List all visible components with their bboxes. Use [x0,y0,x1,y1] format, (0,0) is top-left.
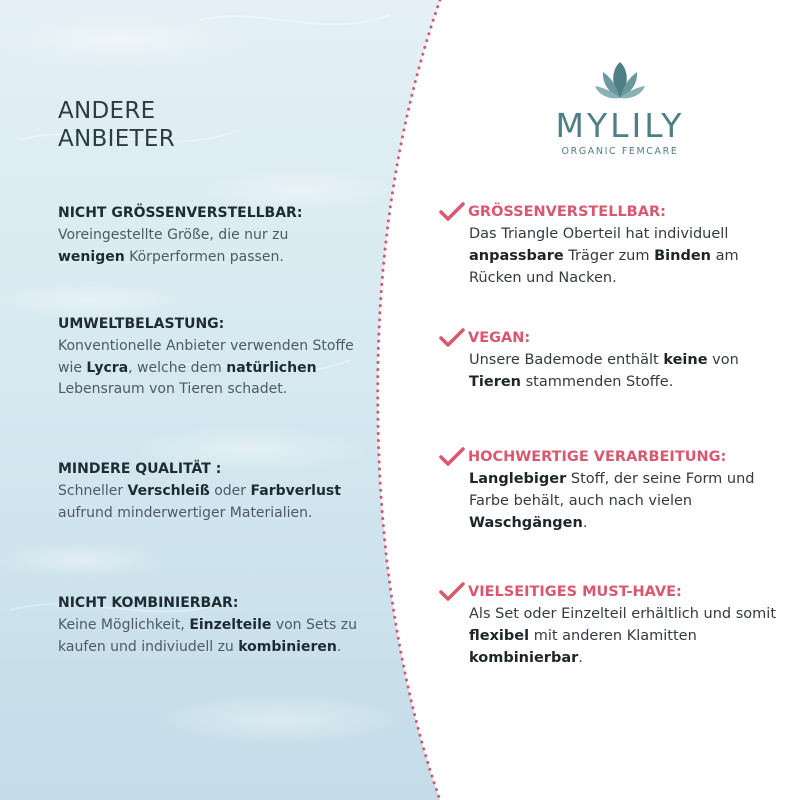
check-icon [438,581,466,603]
right-item-text: Unsere Bademode enthält keine von Tieren stammenden Stoffe. [469,352,739,390]
right-item-heading: VIELSEITIGES MUST-HAVE: [468,584,682,600]
left-item-environment [58,316,358,401]
left-title [58,97,175,153]
right-item-heading: GRÖSSENVERSTELLBAR: [468,204,666,220]
brand-logo [555,58,685,157]
left-item-text: Schneller Verschleiß oder Farbverlust aufrund minderwertiger Materialien. [58,483,341,521]
left-title-line1: ANDERE [58,98,156,124]
left-item-heading: UMWELTBELASTUNG: [58,316,225,332]
left-item-heading: NICHT GRÖSSENVERSTELLBAR: [58,205,303,221]
right-item-heading: VEGAN: [468,330,531,346]
check-icon [438,201,466,223]
right-item-text: Langlebiger Stoff, der seine Form und Farbe behält, auch nach vielen Waschgängen. [469,471,755,531]
left-item-text: Keine Möglichkeit, Einzelteile von Sets zu kaufen und indiviudell zu kombinieren. [58,617,357,655]
right-item-heading: HOCHWERTIGE VERARBEITUNG: [468,449,727,465]
right-item-text: Das Triangle Oberteil hat individuell anpassbare Träger zum Binden am Rücken und Nacken. [469,226,739,286]
left-item-size [58,205,358,268]
lotus-icon [594,58,646,104]
left-item-heading: MINDERE QUALITÄT : [58,461,222,477]
check-icon [438,327,466,349]
left-item-combinable [58,595,358,658]
left-item-quality [58,461,358,524]
right-item-text: Als Set oder Einzelteil erhältlich und somit flexibel mit anderen Klamitten kombinierbar. [469,606,777,666]
left-item-text: Konventionelle Anbieter verwenden Stoffe wie Lycra, welche dem natürlichen Lebensraum von Tieren schadet. [58,338,354,397]
right-item-quality [438,446,778,534]
right-item-must-have [438,581,778,669]
left-title-line2: ANBIETER [58,126,175,152]
check-icon [438,446,466,468]
left-item-heading: NICHT KOMBINIERBAR: [58,595,239,611]
right-item-size [438,201,778,289]
brand-name: MYLILY [555,106,685,145]
left-item-text: Voreingestellte Größe, die nur zu wenigen Körperformen passen. [58,227,289,265]
right-item-vegan [438,327,778,393]
brand-tagline: ORGANIC FEMCARE [561,146,679,157]
